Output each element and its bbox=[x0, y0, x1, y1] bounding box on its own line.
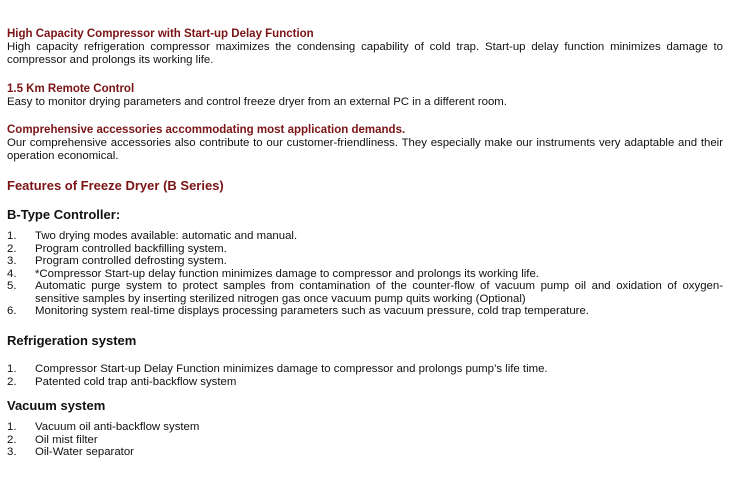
feature-title: 1.5 Km Remote Control bbox=[7, 83, 135, 95]
list-item: 1. Vacuum oil anti-backflow system bbox=[7, 421, 200, 433]
feature-body: High capacity refrigeration compressor maximizes the condensing capability of cold trap. Start-up delay function minimizes damage to compressor and prolongs its working life. bbox=[7, 41, 723, 66]
feature-compressor bbox=[7, 28, 723, 67]
refrigeration-title: Refrigeration system bbox=[7, 333, 137, 348]
feature-title: Comprehensive accessories accommodating most application demands. bbox=[7, 124, 406, 136]
feature-title: High Capacity Compressor with Start-up Delay Function bbox=[7, 28, 314, 40]
series-title: Features of Freeze Dryer (B Series) bbox=[7, 178, 224, 193]
list-item: 1. Two drying modes available: automatic and manual. bbox=[7, 230, 298, 242]
feature-accessories bbox=[7, 124, 723, 163]
feature-body: Easy to monitor drying parameters and control freeze dryer from an external PC in a different room. bbox=[7, 96, 507, 108]
list-item: 6. Monitoring system real-time displays processing parameters such as vacuum pressure, cold trap temperature. bbox=[7, 305, 589, 317]
vacuum-list bbox=[7, 421, 723, 459]
vacuum-title: Vacuum system bbox=[7, 398, 106, 413]
list-item: 2. Program controlled backfilling system. bbox=[7, 242, 227, 255]
feature-remote-control bbox=[7, 83, 723, 109]
list-item: 1. Compressor Start-up Delay Function minimizes damage to compressor and prolongs pump’s life time. bbox=[7, 363, 548, 375]
list-item: 5. Automatic purge system to protect samples from contamination of the counter-flow of vacuum pump oil and oxidation of oxygen-sensitive samples by inserting sterilized nitrogen gas once vacuum pump quits working (Optional) bbox=[7, 280, 723, 305]
list-item: 2. Oil mist filter bbox=[7, 433, 98, 446]
list-item: 3. Oil-Water separator bbox=[7, 446, 134, 458]
controller-title: B-Type Controller: bbox=[7, 207, 121, 222]
refrigeration-list bbox=[7, 363, 723, 388]
list-item: 3. Program controlled defrosting system. bbox=[7, 255, 227, 267]
feature-body: Our comprehensive accessories also contribute to our customer-friendliness. They especially make our instruments very adaptable and their operation economical. bbox=[7, 137, 723, 162]
list-item: 4. *Compressor Start-up delay function minimizes damage to compressor and prolongs its working life. bbox=[7, 267, 539, 280]
controller-list bbox=[7, 230, 723, 318]
list-item: 2. Patented cold trap anti-backflow system bbox=[7, 375, 237, 388]
